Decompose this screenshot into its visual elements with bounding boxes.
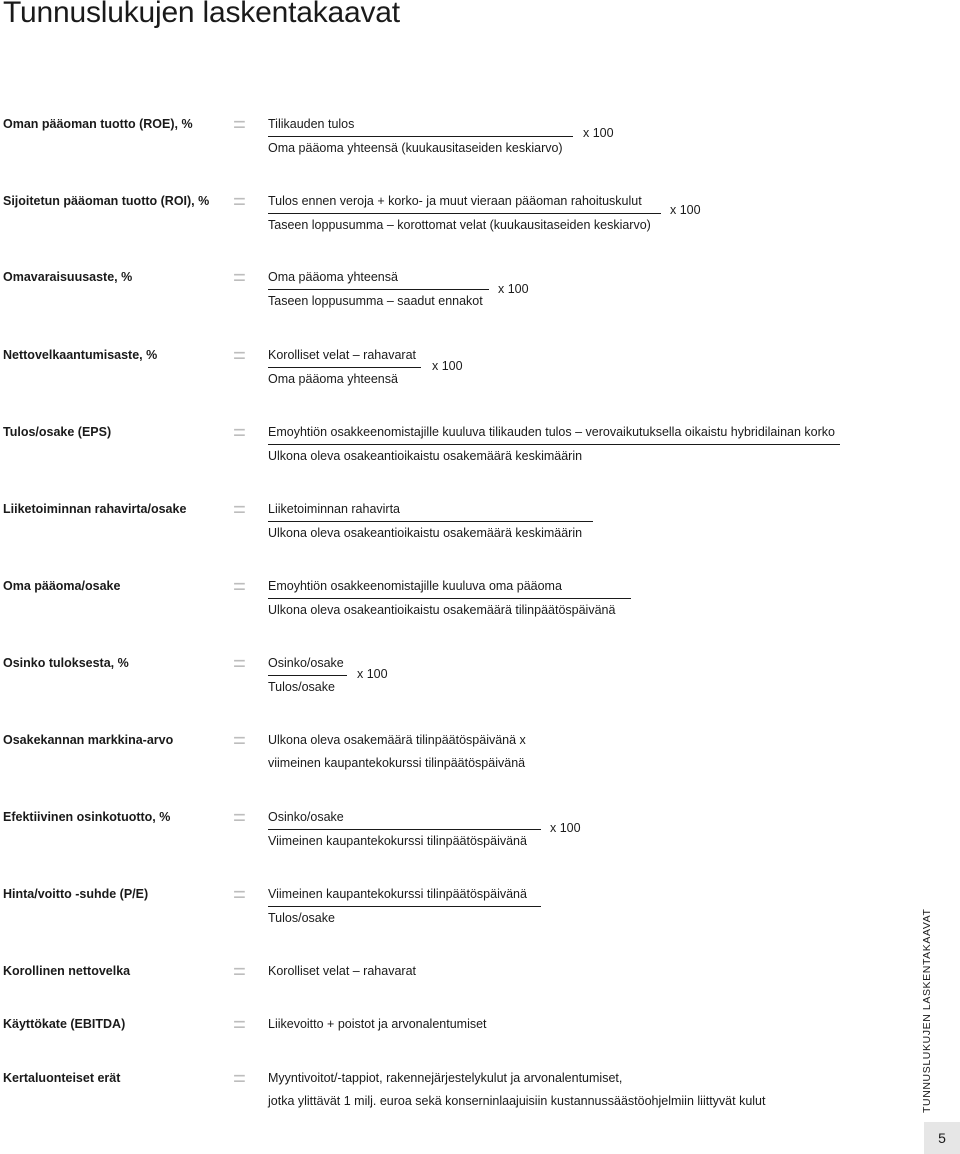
- expression-line: jotka ylittävät 1 milj. euroa sekä konserninlaajuisiin kustannussäästöohjelmiin liittyvät kulut: [268, 1094, 766, 1108]
- multiplier: x 100: [498, 282, 529, 296]
- denominator: Taseen loppusumma – korottomat velat (kuukausitaseiden keskiarvo): [268, 218, 651, 232]
- equals-sign: =: [233, 497, 246, 522]
- equals-sign: =: [233, 1012, 246, 1037]
- formula-label: Osakekannan markkina-arvo: [3, 733, 174, 747]
- fraction-bar: [268, 136, 573, 137]
- formula-label: Nettovelkaantumisaste, %: [3, 348, 158, 362]
- expression-line: Korolliset velat – rahavarat: [268, 964, 416, 978]
- formula-label: Käyttökate (EBITDA): [3, 1017, 126, 1031]
- multiplier: x 100: [432, 359, 463, 373]
- formula-label: Sijoitetun pääoman tuotto (ROI), %: [3, 194, 210, 208]
- formula-label: Korollinen nettovelka: [3, 964, 131, 978]
- fraction-bar: [268, 213, 661, 214]
- fraction-bar: [268, 289, 489, 290]
- fraction-bar: [268, 367, 421, 368]
- denominator: Tulos/osake: [268, 680, 335, 694]
- numerator: Korolliset velat – rahavarat: [268, 348, 416, 362]
- denominator: Ulkona oleva osakeantioikaistu osakemäärä keskimäärin: [268, 526, 583, 540]
- equals-sign: =: [233, 728, 246, 753]
- formula-label: Osinko tuloksesta, %: [3, 656, 129, 670]
- equals-sign: =: [233, 574, 246, 599]
- denominator: Ulkona oleva osakeantioikaistu osakemäärä tilinpäätöspäivänä: [268, 603, 616, 617]
- denominator: Taseen loppusumma – saadut ennakot: [268, 294, 483, 308]
- expression-line: viimeinen kaupantekokurssi tilinpäätöspäivänä: [268, 756, 526, 770]
- equals-sign: =: [233, 1066, 246, 1091]
- formula-label: Efektiivinen osinkotuotto, %: [3, 810, 171, 824]
- formula-label: Omavaraisuusaste, %: [3, 270, 133, 284]
- page-title: Tunnuslukujen laskentakaavat: [3, 0, 400, 29]
- numerator: Emoyhtiön osakkeenomistajille kuuluva oma pääoma: [268, 579, 562, 593]
- multiplier: x 100: [583, 126, 614, 140]
- equals-sign: =: [233, 882, 246, 907]
- multiplier: x 100: [357, 667, 388, 681]
- side-section-title: TUNNUSLUKUJEN LASKENTAKAAVAT: [921, 908, 933, 1113]
- denominator: Ulkona oleva osakeantioikaistu osakemäärä keskimäärin: [268, 449, 583, 463]
- numerator: Oma pääoma yhteensä: [268, 270, 398, 284]
- equals-sign: =: [233, 959, 246, 984]
- equals-sign: =: [233, 805, 246, 830]
- formula-label: Tulos/osake (EPS): [3, 425, 112, 439]
- page-number: 5: [924, 1122, 960, 1154]
- denominator: Tulos/osake: [268, 911, 335, 925]
- fraction-bar: [268, 906, 541, 907]
- expression-line: Ulkona oleva osakemäärä tilinpäätöspäivänä x: [268, 733, 526, 747]
- multiplier: x 100: [670, 203, 701, 217]
- formula-label: Oman pääoman tuotto (ROE), %: [3, 117, 193, 131]
- numerator: Osinko/osake: [268, 810, 344, 824]
- numerator: Tulos ennen veroja + korko- ja muut vieraan pääoman rahoituskulut: [268, 194, 642, 208]
- multiplier: x 100: [550, 821, 581, 835]
- fraction-bar: [268, 521, 593, 522]
- denominator: Oma pääoma yhteensä (kuukausitaseiden keskiarvo): [268, 141, 563, 155]
- numerator: Osinko/osake: [268, 656, 344, 670]
- numerator: Emoyhtiön osakkeenomistajille kuuluva tilikauden tulos – verovaikutuksella oikaistu hybridilainan korko: [268, 425, 835, 439]
- formula-label: Hinta/voitto -suhde (P/E): [3, 887, 149, 901]
- equals-sign: =: [233, 112, 246, 137]
- denominator: Viimeinen kaupantekokurssi tilinpäätöspäivänä: [268, 834, 527, 848]
- expression-line: Liikevoitto + poistot ja arvonalentumiset: [268, 1017, 487, 1031]
- formula-label: Liiketoiminnan rahavirta/osake: [3, 502, 187, 516]
- numerator: Viimeinen kaupantekokurssi tilinpäätöspäivänä: [268, 887, 527, 901]
- equals-sign: =: [233, 651, 246, 676]
- fraction-bar: [268, 829, 541, 830]
- formula-label: Oma pääoma/osake: [3, 579, 121, 593]
- numerator: Liiketoiminnan rahavirta: [268, 502, 401, 516]
- equals-sign: =: [233, 265, 246, 290]
- formula-label: Kertaluonteiset erät: [3, 1071, 121, 1085]
- equals-sign: =: [233, 189, 246, 214]
- fraction-bar: [268, 675, 347, 676]
- expression-line: Myyntivoitot/-tappiot, rakennejärjestelykulut ja arvonalentumiset,: [268, 1071, 623, 1085]
- numerator: Tilikauden tulos: [268, 117, 355, 131]
- fraction-bar: [268, 444, 840, 445]
- fraction-bar: [268, 598, 631, 599]
- equals-sign: =: [233, 420, 246, 445]
- denominator: Oma pääoma yhteensä: [268, 372, 398, 386]
- equals-sign: =: [233, 343, 246, 368]
